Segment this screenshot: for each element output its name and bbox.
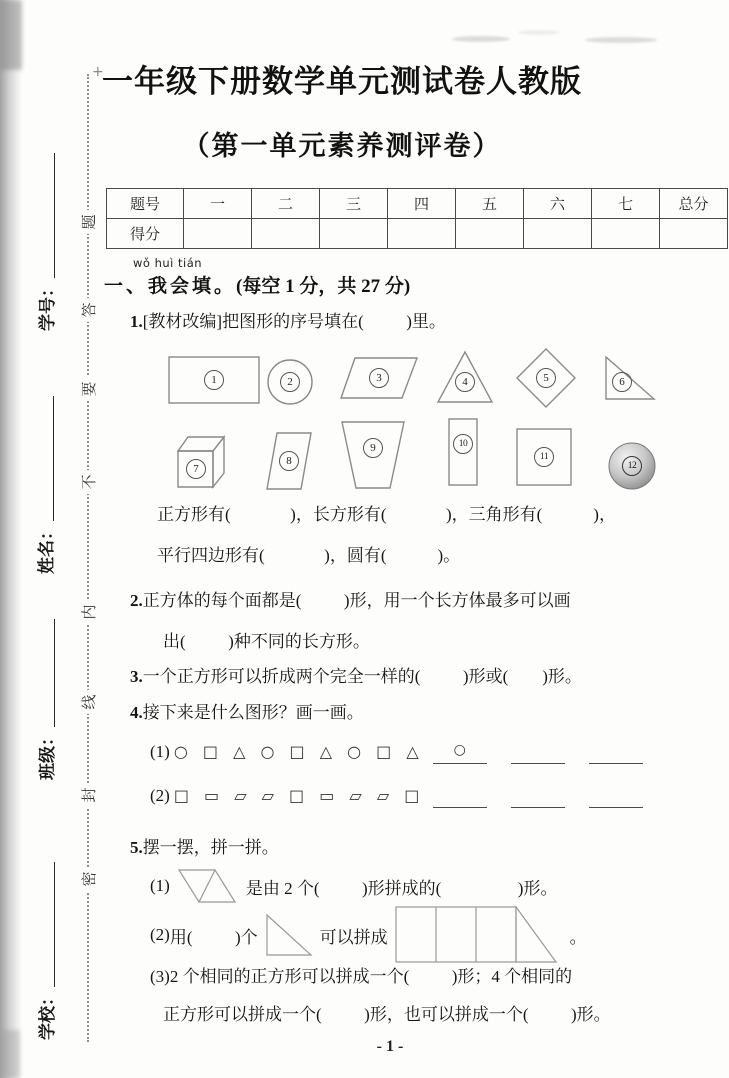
question-2-text-line-2: 出( )种不同的长方形。 bbox=[163, 632, 370, 651]
split-parallelogram-icon bbox=[177, 868, 239, 904]
item-1-text: 是由 2 个( )形拼成的( )形。 bbox=[245, 878, 558, 898]
score-cell-empty bbox=[524, 219, 592, 249]
question-1-text bbox=[130, 307, 446, 332]
item-2-label: (2) bbox=[150, 925, 170, 944]
shape-number-badge: 2 bbox=[280, 372, 300, 392]
score-table-header-cell: 七 bbox=[592, 189, 660, 219]
question-5-item-2 bbox=[150, 906, 587, 964]
score-table-header-cell: 二 bbox=[252, 189, 320, 219]
scan-smudge bbox=[518, 30, 560, 35]
seal-line-char: 内 bbox=[76, 600, 100, 624]
answer-blank: ○ bbox=[433, 742, 487, 764]
seal-line-char: 答 bbox=[76, 298, 100, 322]
question-4-text bbox=[130, 698, 364, 723]
score-cell-empty bbox=[592, 219, 660, 249]
question-5-item-3-line-1: (3)2 个相同的正方形可以拼成一个( )形；4 个相同的 bbox=[150, 967, 573, 986]
shape-number-badge: 6 bbox=[612, 372, 632, 392]
item-2-text-end: 。 bbox=[569, 927, 587, 947]
score-table-header-row bbox=[107, 189, 728, 219]
shape-number-badge: 3 bbox=[369, 368, 389, 388]
question-1-body: [教材改编]把图形的序号填在( )里。 bbox=[142, 312, 446, 331]
shape-number-badge: 5 bbox=[536, 368, 556, 388]
score-cell-empty bbox=[660, 219, 728, 249]
question-1-number: 1. bbox=[130, 312, 143, 331]
answer-blank bbox=[511, 786, 565, 808]
school-label: 学校： bbox=[37, 989, 57, 1040]
composite-trapezoid-icon bbox=[395, 906, 563, 964]
question-2-number: 2. bbox=[130, 591, 143, 610]
shape-number-badge: 7 bbox=[186, 459, 206, 479]
question-2-body-1: 正方体的每个面都是( )形，用一个长方体最多可以画 bbox=[142, 591, 571, 610]
score-cell-empty bbox=[252, 219, 320, 249]
seal-line-char: 线 bbox=[76, 690, 100, 714]
shape-12-sphere bbox=[607, 441, 657, 491]
shape-6-right-triangle bbox=[605, 356, 655, 400]
shape-3-parallelogram bbox=[340, 357, 418, 399]
question-4-body: 接下来是什么图形？画一画。 bbox=[142, 703, 364, 722]
answer-blank bbox=[589, 786, 643, 808]
question-4-number: 4. bbox=[130, 703, 143, 722]
question-5-text bbox=[130, 833, 279, 858]
question-5-number: 5. bbox=[130, 838, 143, 857]
page-subtitle: （第一单元素养测评卷） bbox=[182, 131, 502, 161]
score-table-header-cell: 题号 bbox=[107, 189, 184, 219]
shape-number-badge: 8 bbox=[279, 451, 299, 471]
shape-1-rectangle bbox=[168, 356, 260, 404]
score-cell-empty bbox=[456, 219, 524, 249]
score-table-header-cell: 四 bbox=[388, 189, 456, 219]
scan-smudge bbox=[585, 37, 657, 43]
right-triangle-piece-icon bbox=[265, 913, 313, 957]
page-number: - 1 - bbox=[376, 1038, 404, 1055]
shape-5-diamond bbox=[516, 348, 576, 408]
question-4-item-2 bbox=[150, 786, 643, 808]
question-1-fill-line-2: 平行四边形有( )，圆有( )。 bbox=[157, 546, 461, 565]
seal-line-char: 要 bbox=[76, 377, 100, 401]
class-label: 班级： bbox=[37, 729, 57, 780]
scan-left-edge bbox=[0, 0, 22, 1078]
scan-corner-top-left bbox=[0, 0, 22, 70]
student-name-blank bbox=[35, 396, 54, 521]
school-blank bbox=[36, 862, 55, 987]
scan-corner-bottom-left bbox=[0, 1030, 20, 1078]
class-field bbox=[32, 580, 58, 780]
section-one-title: 一、我会填。 bbox=[104, 276, 237, 297]
shape-7-cube bbox=[177, 436, 229, 488]
seal-line-char: 不 bbox=[76, 470, 100, 494]
shape-11-square bbox=[516, 428, 572, 486]
score-cell-empty bbox=[320, 219, 388, 249]
score-table-header-cell: 六 bbox=[524, 189, 592, 219]
registration-mark: + bbox=[92, 64, 104, 80]
class-blank bbox=[36, 619, 55, 727]
score-cell-empty bbox=[388, 219, 456, 249]
shape-4-triangle bbox=[437, 351, 493, 403]
seal-line-char: 封 bbox=[76, 783, 100, 807]
question-4-item-1 bbox=[150, 742, 643, 764]
shape-10-tall-rectangle bbox=[448, 418, 478, 486]
shape-number-badge: 4 bbox=[455, 372, 475, 392]
page-title: 一年级下册数学单元测试卷人教版 bbox=[102, 64, 582, 99]
item-2-text-middle: 可以拼成 bbox=[319, 927, 388, 947]
item-2-label: (2) bbox=[150, 786, 170, 805]
shape-2-circle bbox=[266, 358, 314, 406]
answer-blank bbox=[511, 742, 565, 764]
question-3-number: 3. bbox=[130, 667, 143, 686]
score-cell-empty bbox=[184, 219, 252, 249]
seal-line-char: 密 bbox=[76, 867, 100, 891]
score-table-score-row bbox=[107, 219, 728, 249]
shape-number-badge: 11 bbox=[534, 447, 554, 467]
item-1-label: (1) bbox=[150, 742, 170, 761]
shape-number-badge: 1 bbox=[204, 370, 224, 390]
pinyin-annotation: wǒ huì tián bbox=[133, 256, 203, 270]
score-table-header-cell: 一 bbox=[184, 189, 252, 219]
question-1-fill-line-1: 正方形有( )，长方形有( )，三角形有( )， bbox=[157, 505, 616, 524]
item-2-text-before: 用( )个 bbox=[169, 927, 258, 947]
answer-blank bbox=[433, 786, 487, 808]
question-3-text bbox=[130, 662, 582, 687]
seal-line-char: 题 bbox=[76, 210, 100, 234]
student-number-label: 学号： bbox=[37, 280, 57, 331]
score-row-label: 得分 bbox=[107, 219, 184, 249]
shape-sequence: ○ □ △ ○ □ △ ○ □ △ bbox=[173, 742, 423, 761]
question-5-item-1 bbox=[150, 866, 557, 906]
score-table-header-cell: 五 bbox=[456, 189, 524, 219]
question-5-body: 摆一摆，拼一拼。 bbox=[142, 838, 279, 857]
section-one-heading bbox=[104, 271, 410, 298]
student-name-field bbox=[31, 350, 57, 574]
student-name-label: 姓名： bbox=[36, 523, 56, 574]
answer-blank bbox=[589, 742, 643, 764]
question-3-body: 一个正方形可以折成两个完全一样的( )形或( )形。 bbox=[142, 667, 582, 686]
shape-9-trapezoid bbox=[341, 421, 405, 489]
score-table bbox=[106, 188, 728, 249]
scan-smudge bbox=[452, 36, 510, 42]
score-table-header-cell: 总分 bbox=[660, 189, 728, 219]
shape-sequence: □ ▭ ▱ ▱ □ ▭ ▱ ▱ □ bbox=[173, 786, 424, 805]
school-field bbox=[32, 816, 58, 1040]
section-one-score-note: (每空 1 分，共 27 分) bbox=[236, 276, 411, 297]
student-number-blank bbox=[36, 153, 55, 278]
question-2-text-line-1 bbox=[130, 586, 571, 611]
score-table-header-cell: 三 bbox=[320, 189, 388, 219]
item-1-label: (1) bbox=[150, 876, 170, 895]
shape-8-parallelogram-tall bbox=[266, 432, 312, 490]
shape-number-badge: 12 bbox=[622, 456, 642, 476]
question-5-item-3-line-2: 正方形可以拼成一个( )形，也可以拼成一个( )形。 bbox=[163, 1005, 611, 1024]
shape-number-badge: 10 bbox=[453, 434, 473, 454]
shape-number-badge: 9 bbox=[363, 438, 383, 458]
